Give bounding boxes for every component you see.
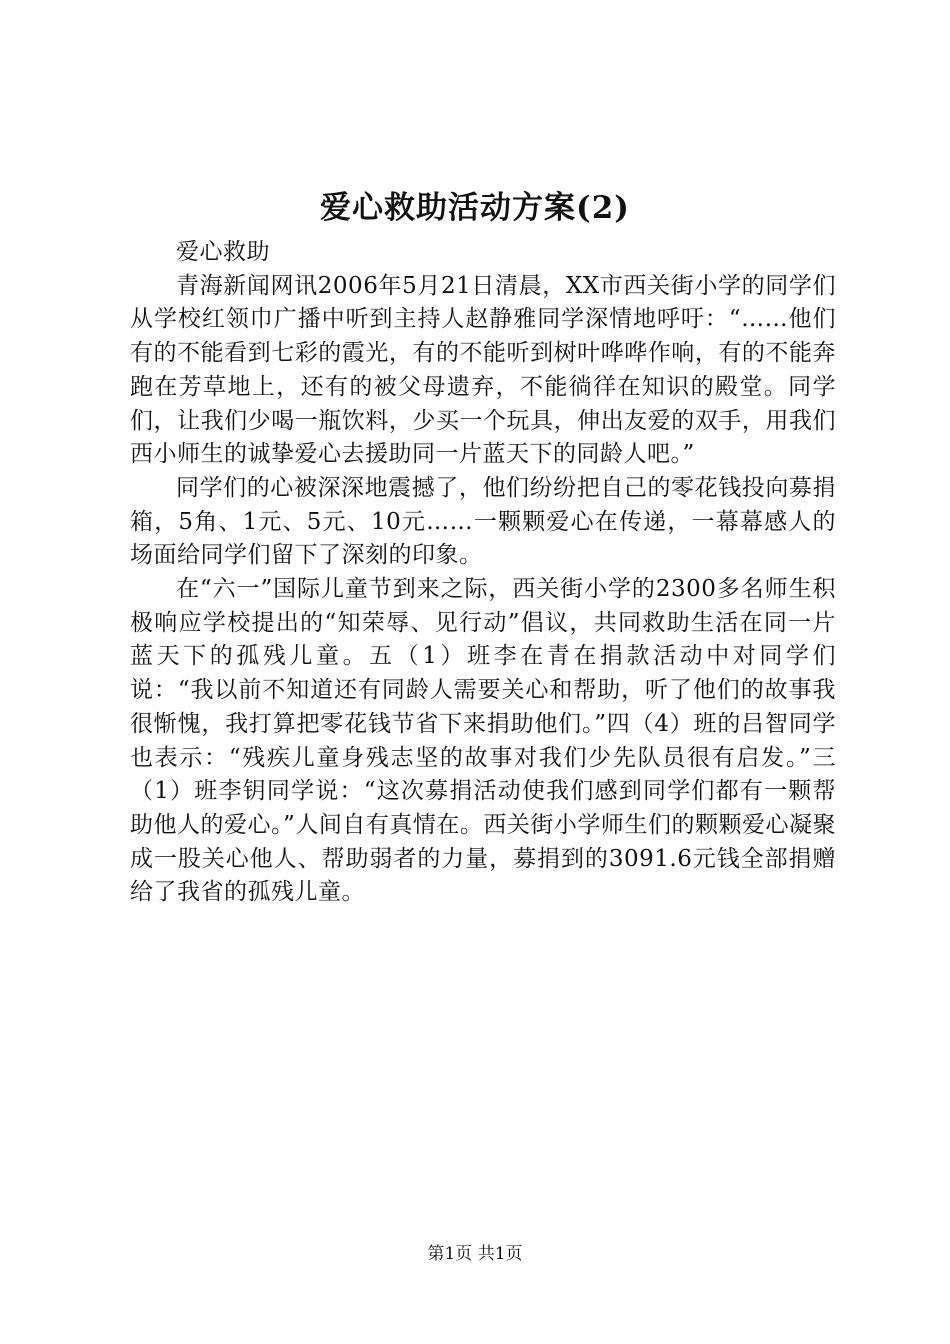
paragraph: 在“六一”国际儿童节到来之际，西关街小学的2300多名师生积极响应学校提出的“知荣辱、见行动”倡议，共同救助生活在同一片蓝天下的孤残儿童。五（1）班李在青在捐款活动中对同学们说：“我以前不知道还有同龄人需要关心和帮助，听了他们的故事我很惭愧，我打算把零花钱节省下来捐助他们。”四（4）班的吕智同学也表示：“残疾儿童身残志坚的故事对我们少先队员很有启发。”三（1）班李钥同学说：“这次募捐活动使我们感到同学们都有一颗帮助他人的爱心。”人间自有真情在。西关街小学师生们的颗颗爱心凝聚成一股关心他人、帮助弱者的力量，募捐到的3091.6元钱全部捐赠给了我省的孤残儿童。 — [130, 576, 836, 906]
paragraph: 同学们的心被深深地震撼了，他们纷纷把自己的零花钱投向募捐箱，5角、1元、5元、10元……一颗颗爱心在传递，一幕幕感人的场面给同学们留下了深刻的印象。 — [130, 474, 836, 569]
paragraph-heading: 爱心救助 — [176, 239, 270, 265]
document-title: 爱心救助活动方案(2) — [320, 190, 630, 226]
document-body — [130, 236, 836, 910]
paragraph: 青海新闻网讯2006年5月21日清晨，XX市西关街小学的同学们从学校红领巾广播中听到主持人赵静雅同学深情地呼吁：“……他们有的不能看到七彩的霞光，有的不能听到树叶哗哗作响，有的不能奔跑在芳草地上，还有的被父母遗弃，不能徜徉在知识的殿堂。同学们，让我们少喝一瓶饮料，少买一个玩具，伸出友爱的双手，用我们西小师生的诚挚爱心去援助同一片蓝天下的同龄人吧。” — [130, 272, 836, 468]
page-footer: 第1页 共1页 — [427, 1244, 523, 1264]
